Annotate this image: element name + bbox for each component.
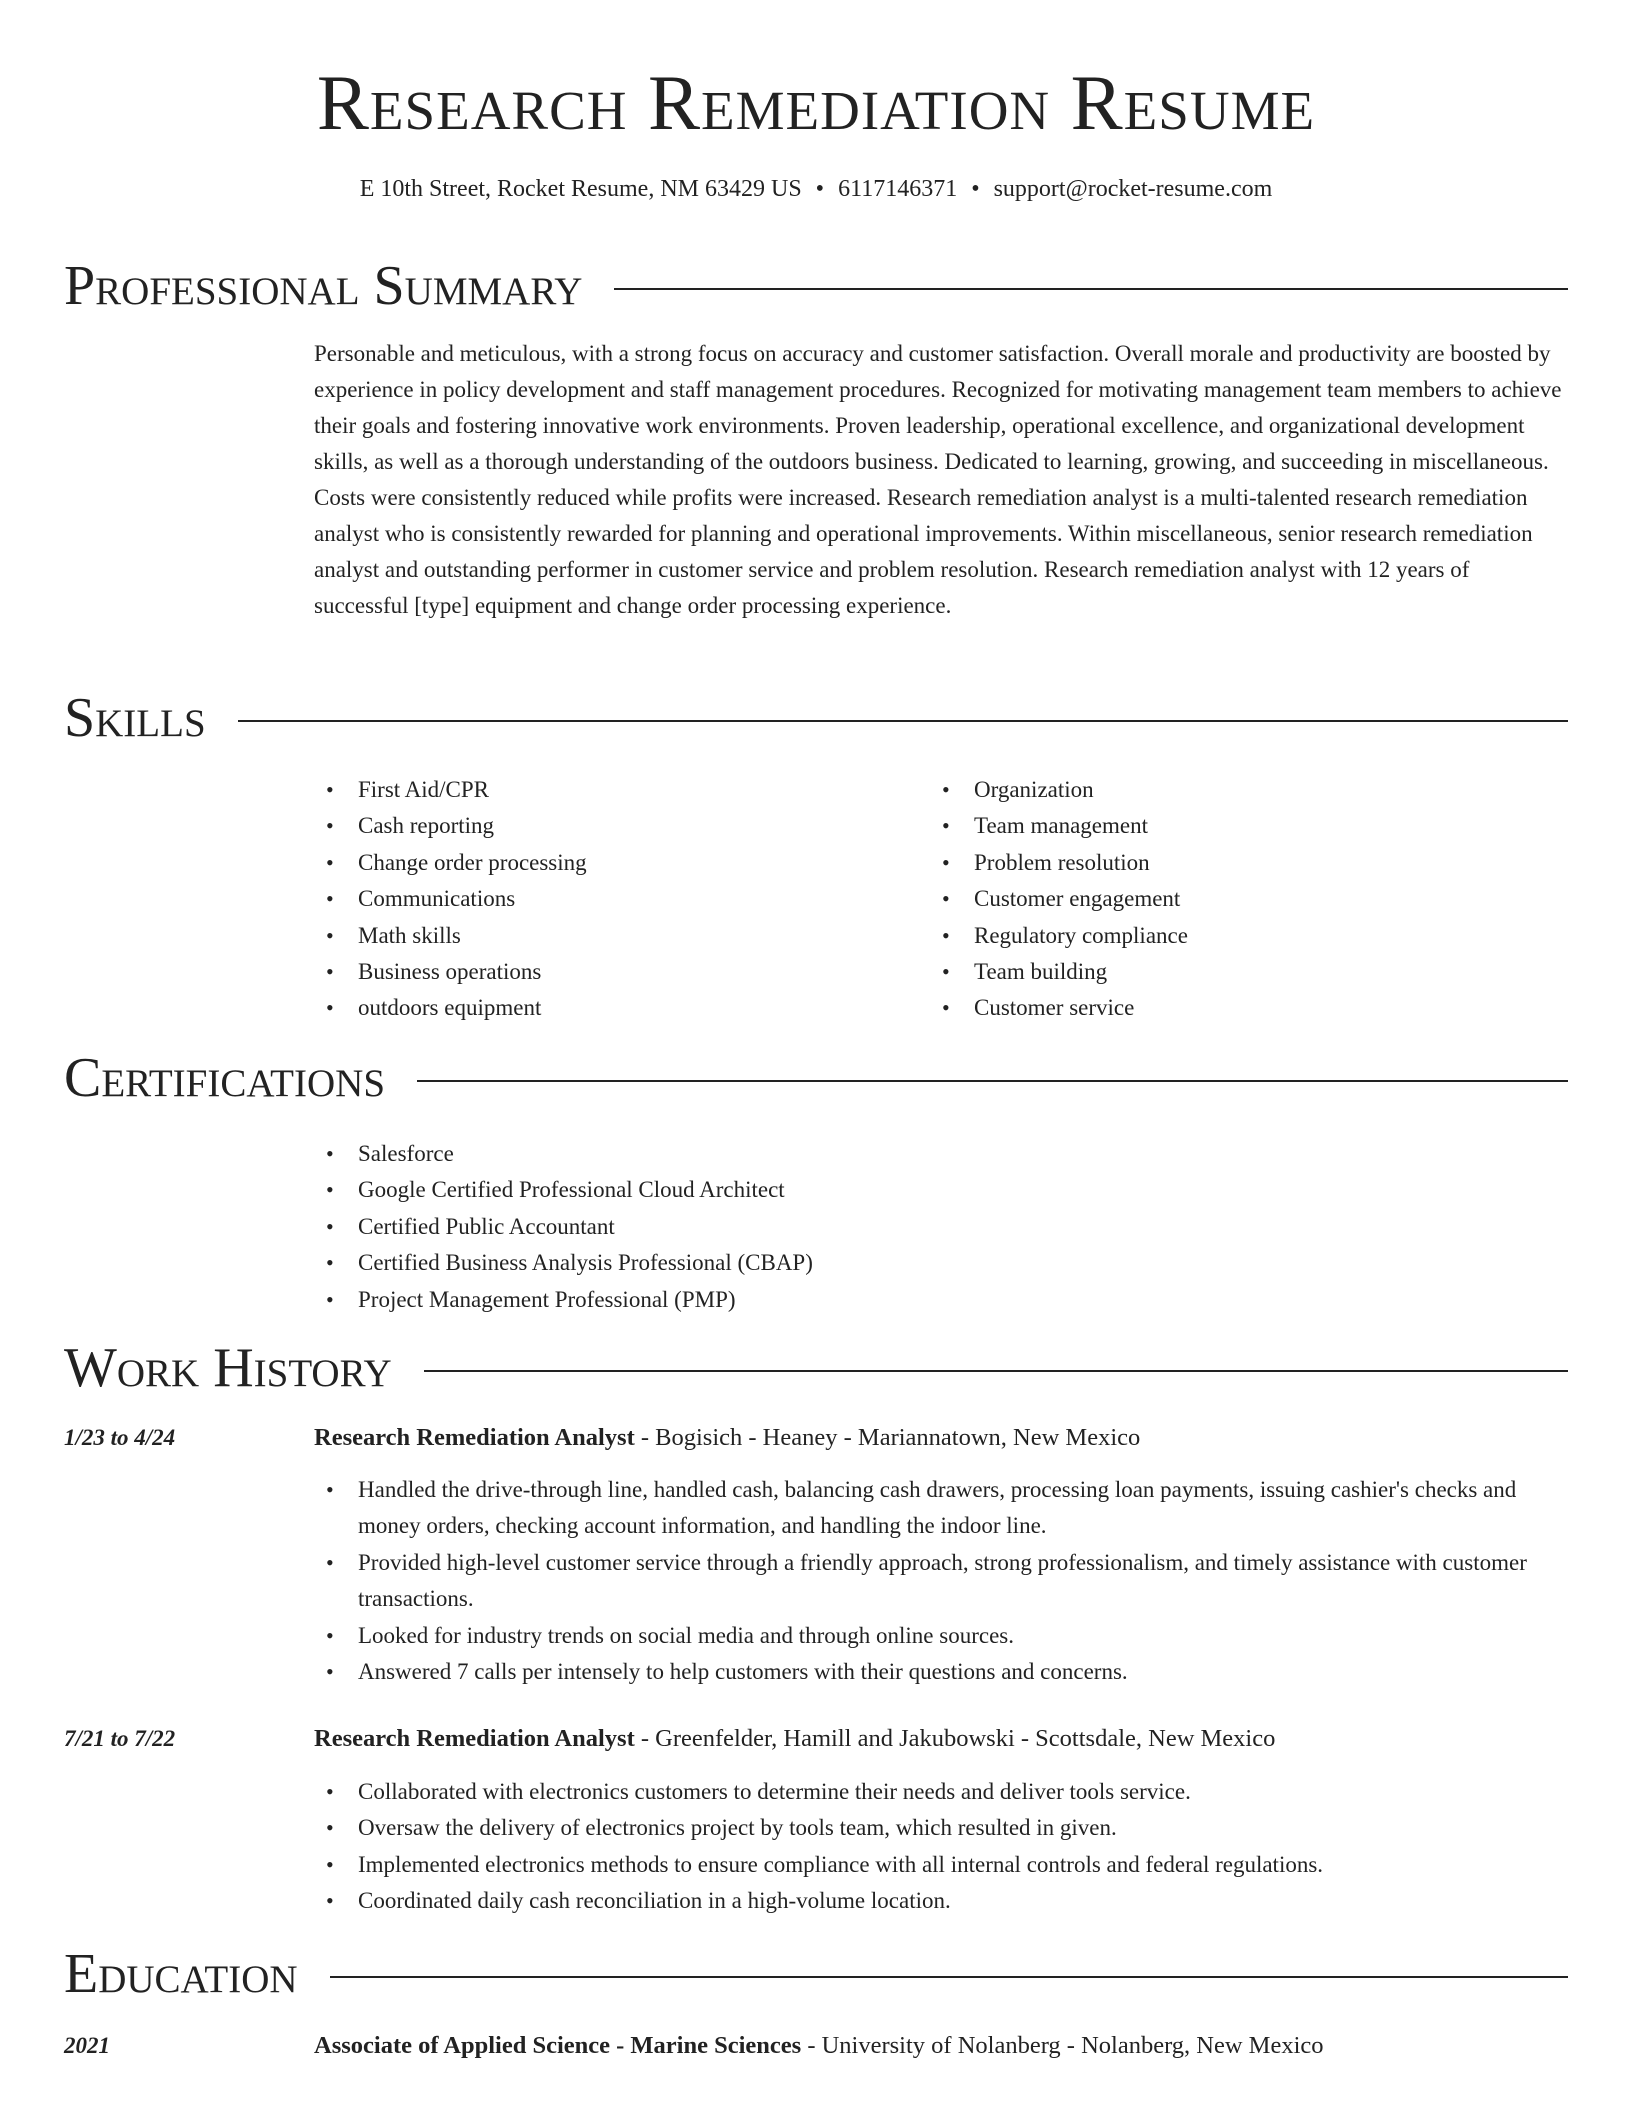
section-divider	[238, 720, 1568, 722]
skills-section-header	[64, 686, 1568, 750]
job-duty-item: • Handled the drive-through line, handled cash, balancing cash drawers, processing loan payments, issuing cashier's checks and money orders, checking account information, and handling the indoor line.	[314, 1472, 1568, 1545]
job-duty-item: • Answered 7 calls per intensely to help customers with their questions and concerns.	[314, 1654, 1568, 1690]
skill-item: • Customer service	[930, 990, 1490, 1026]
job-employer: - Bogisich - Heaney - Mariannatown, New Mexico	[634, 1424, 1141, 1451]
resume-title: Research Remediation Resume	[316, 59, 1316, 146]
job-title: Research Remediation Analyst	[314, 1424, 635, 1451]
certifications-heading: Certifications	[64, 1047, 386, 1109]
skill-item: • outdoors equipment	[314, 990, 874, 1026]
contact-address: E 10th Street, Rocket Resume, NM 63429 US	[359, 176, 802, 202]
education-section-header	[64, 1942, 1568, 2006]
certification-item: • Project Management Professional (PMP)	[314, 1282, 1514, 1318]
skills-column-right	[930, 772, 1490, 1027]
certification-item: • Google Certified Professional Cloud Architect	[314, 1172, 1514, 1208]
certifications-section-header	[64, 1046, 1568, 1110]
skill-item: • Regulatory compliance	[930, 918, 1490, 954]
job-duties	[314, 1472, 1568, 1690]
skill-item: • Change order processing	[314, 845, 874, 881]
education-school: - University of Nolanberg - Nolanberg, New Mexico	[801, 2032, 1324, 2059]
job-duty-item: • Oversaw the delivery of electronics project by tools team, which resulted in given.	[314, 1810, 1568, 1846]
education-heading: Education	[64, 1943, 298, 2005]
section-divider	[330, 1976, 1568, 1978]
contact-email: support@rocket-resume.com	[993, 176, 1273, 202]
education-degree: Associate of Applied Science - Marine Sciences	[314, 2032, 802, 2059]
contact-line	[0, 172, 1632, 206]
job-duty-item: • Looked for industry trends on social media and through online sources.	[314, 1618, 1568, 1654]
job-heading	[314, 1421, 1568, 1455]
job-duties	[314, 1774, 1568, 1920]
education-year: 2021	[64, 2033, 110, 2058]
summary-heading: Professional Summary	[64, 255, 583, 317]
skill-item: • Organization	[930, 772, 1490, 808]
skills-heading: Skills	[64, 687, 206, 749]
section-divider	[417, 1080, 1568, 1082]
job-heading	[314, 1722, 1568, 1756]
certifications-list-container	[314, 1136, 1514, 1318]
job-duty-item: • Collaborated with electronics customers to determine their needs and deliver tools service.	[314, 1774, 1568, 1810]
job-dates: 1/23 to 4/24	[64, 1425, 176, 1450]
certification-item: • Certified Business Analysis Professional (CBAP)	[314, 1245, 1514, 1281]
job-dates: 7/21 to 7/22	[64, 1726, 176, 1751]
job-duty-item: • Coordinated daily cash reconciliation in a high-volume location.	[314, 1883, 1568, 1919]
section-divider	[614, 288, 1568, 290]
skill-item: • Team building	[930, 954, 1490, 990]
skills-list-left	[314, 772, 874, 1027]
certifications-list	[314, 1136, 1514, 1318]
job-duties-list	[314, 1472, 1568, 1690]
skill-item: • First Aid/CPR	[314, 772, 874, 808]
work-history-section-header	[64, 1336, 1568, 1400]
job-duties-list	[314, 1774, 1568, 1920]
contact-separator: •	[815, 176, 825, 202]
job-title: Research Remediation Analyst	[314, 1725, 635, 1752]
skill-item: • Team management	[930, 808, 1490, 844]
section-divider	[424, 1370, 1568, 1372]
contact-phone: 6117146371	[838, 176, 958, 202]
certification-item: • Certified Public Accountant	[314, 1209, 1514, 1245]
job-duty-item: • Provided high-level customer service through a friendly approach, strong professionalism, and timely assistance with customer transactions.	[314, 1545, 1568, 1618]
skills-list-right	[930, 772, 1490, 1027]
summary-paragraph: Personable and meticulous, with a strong focus on accuracy and customer satisfaction. Overall morale and productivity are boosted by experience in policy development and staff management procedures. Recognized for motivating management team members to achieve their goals and fostering innovative work environments. Proven leadership, operational excellence, and organizational development skills, as well as a thorough understanding of the outdoors business. Dedicated to learning, growing, and succeeding in miscellaneous. Costs were consistently reduced while profits were increased. Research remediation analyst is a multi-talented research remediation analyst who is consistently rewarded for planning and operational improvements. Within miscellaneous, senior research remediation analyst and outstanding performer in customer service and problem resolution. Research remediation analyst with 12 years of successful [type] equipment and change order processing experience.	[314, 341, 1562, 618]
job-duty-item: • Implemented electronics methods to ensure compliance with all internal controls and federal regulations.	[314, 1847, 1568, 1883]
skill-item: • Communications	[314, 881, 874, 917]
skills-column-left	[314, 772, 874, 1027]
skill-item: • Business operations	[314, 954, 874, 990]
job-employer: - Greenfelder, Hamill and Jakubowski - Scottsdale, New Mexico	[634, 1725, 1276, 1752]
certification-item: • Salesforce	[314, 1136, 1514, 1172]
skill-item: • Math skills	[314, 918, 874, 954]
skill-item: • Customer engagement	[930, 881, 1490, 917]
contact-separator: •	[971, 176, 980, 202]
skill-item: • Cash reporting	[314, 808, 874, 844]
education-heading-line	[314, 2029, 1568, 2063]
summary-section-header	[64, 254, 1568, 318]
skill-item: • Problem resolution	[930, 845, 1490, 881]
work-history-heading: Work History	[64, 1337, 392, 1399]
